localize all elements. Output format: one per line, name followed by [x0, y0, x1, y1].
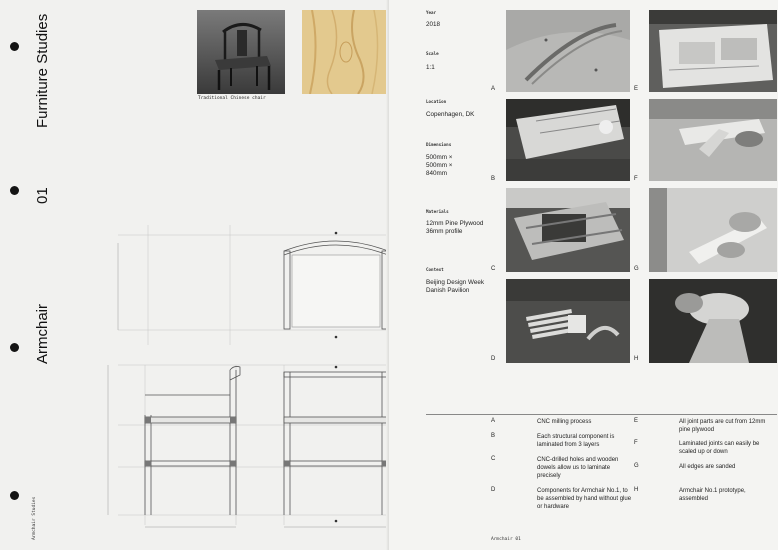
- section-title: Furniture Studies: [34, 13, 51, 128]
- armchair-technical-drawing: [100, 225, 390, 535]
- legend-letter-d: D: [491, 487, 496, 493]
- subject-title: Armchair: [34, 303, 51, 364]
- meta-value-scale: 1:1: [426, 64, 435, 71]
- figure-label-g: G: [634, 266, 639, 272]
- legend-letter-h: H: [634, 487, 639, 493]
- meta-label-context: Context: [426, 267, 444, 272]
- meta-label-dimensions: Dimensions: [426, 142, 452, 147]
- chair-caption: Traditional Chinese chair: [198, 96, 266, 101]
- meta-label-year: Year: [426, 10, 437, 15]
- binding-hole: [10, 186, 19, 195]
- chinese-chair-photo: [197, 10, 285, 94]
- meta-value-dimensions: 500mm × 500mm × 840mm: [426, 154, 453, 177]
- photo-sanding: [649, 188, 777, 272]
- section-number: 01: [34, 187, 51, 204]
- meta-value-materials: 12mm Pine Plywood 36mm profile: [426, 220, 484, 235]
- right-page: [389, 0, 778, 550]
- meta-label-materials: Materials: [426, 209, 449, 214]
- figure-label-e: E: [634, 86, 639, 92]
- meta-value-location: Copenhagen, DK: [426, 111, 475, 118]
- photo-laminated-layers: [506, 99, 630, 181]
- legend-text-c: CNC-drilled holes and wooden dowels allow us to laminate precisely: [537, 457, 619, 479]
- binding-hole: [10, 42, 19, 51]
- legend-divider: [426, 414, 777, 415]
- binding-hole: [10, 343, 19, 352]
- legend-letter-b: B: [491, 433, 496, 439]
- photo-cnc-milling: [506, 10, 630, 92]
- photo-components: [506, 279, 630, 363]
- meta-label-location: Location: [426, 99, 447, 104]
- figure-label-b: B: [491, 176, 496, 182]
- legend-text-g: All edges are sanded: [679, 464, 736, 470]
- figure-label-a: A: [491, 86, 496, 92]
- binding-hole: [10, 491, 19, 500]
- meta-value-context: Beijing Design Week Danish Pavilion: [426, 279, 484, 294]
- meta-value-year: 2018: [426, 21, 441, 28]
- legend-text-h: Armchair No.1 prototype, assembled: [679, 488, 746, 502]
- photo-prototype: [649, 279, 777, 363]
- photo-dowels: [506, 188, 630, 272]
- legend-text-a: CNC milling process: [537, 419, 592, 425]
- photo-joint-parts: [649, 10, 777, 92]
- legend-text-e: All joint parts are cut from 12mm pine plywood: [679, 419, 766, 433]
- legend-text-d: Components for Armchair No.1, to be assembled by hand without glue or hardware: [537, 488, 632, 510]
- legend-text-f: Laminated joints can easily be scaled up or down: [679, 441, 760, 455]
- figure-label-f: F: [634, 176, 638, 182]
- legend-letter-f: F: [634, 440, 638, 446]
- legend-letter-g: G: [634, 463, 639, 469]
- side-label: Armchair Studies: [32, 496, 37, 540]
- legend-letter-a: A: [491, 418, 496, 424]
- legend-letter-c: C: [491, 456, 496, 462]
- legend-text-b: Each structural component is laminated from 3 layers: [537, 434, 615, 448]
- figure-label-d: D: [491, 356, 496, 362]
- plywood-sample-photo: [302, 10, 388, 94]
- photo-laminated-joints: [649, 99, 777, 181]
- figure-label-h: H: [634, 356, 639, 362]
- legend-letter-e: E: [634, 418, 639, 424]
- figure-label-c: C: [491, 266, 496, 272]
- meta-label-scale: Scale: [426, 51, 439, 56]
- page-footer: Armchair 01: [491, 537, 521, 542]
